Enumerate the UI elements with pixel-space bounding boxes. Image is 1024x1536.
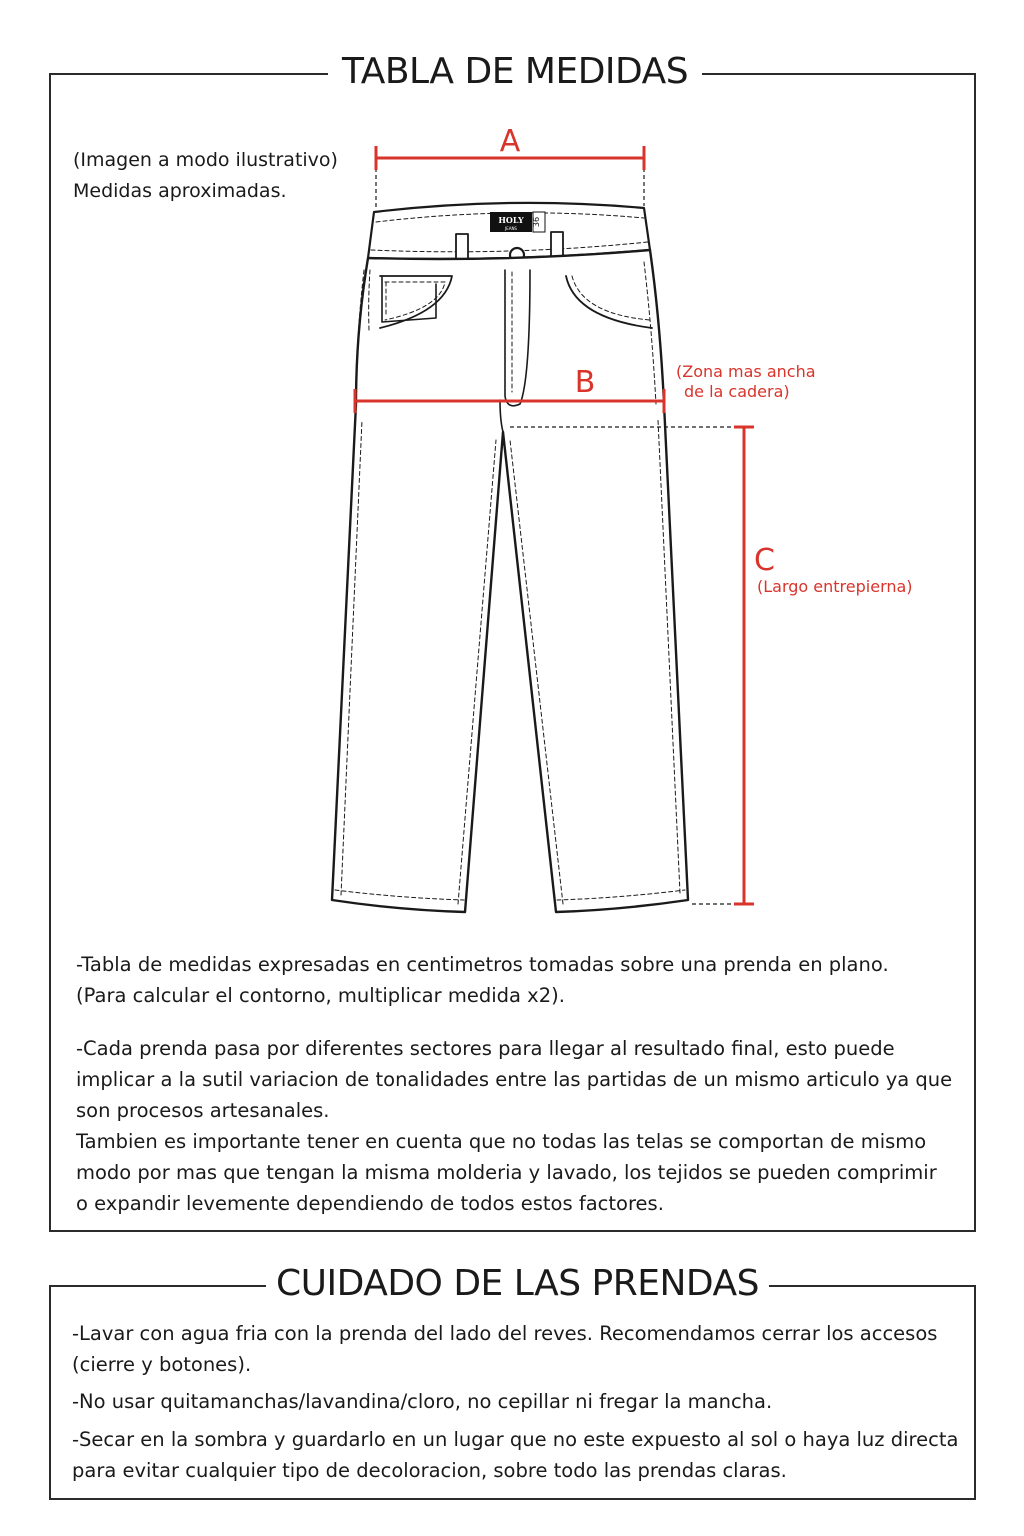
care-instruction: (cierre y botones). — [72, 1353, 252, 1376]
care-instruction: -No usar quitamanchas/lavandina/cloro, no cepillar ni fregar la mancha. — [72, 1390, 773, 1413]
care-instruction: -Lavar con agua fria con la prenda del lado del reves. Recomendamos cerrar los accesos — [72, 1322, 938, 1345]
illustrative-note: (Imagen a modo ilustrativo) — [73, 149, 338, 171]
jeans-outline — [332, 250, 688, 912]
measure-b-note-line-2: de la cadera) — [684, 382, 790, 401]
sizing-paragraph: o expandir levemente dependiendo de todos estos factores. — [76, 1192, 664, 1215]
measure-c-note: (Largo entrepierna) — [757, 577, 913, 596]
sizing-paragraph: son procesos artesanales. — [76, 1099, 330, 1122]
sizing-paragraph: -Tabla de medidas expresadas en centimetros tomadas sobre una prenda en plano. — [76, 953, 889, 976]
brand-label-subtext: JEANS — [505, 226, 517, 231]
sizing-paragraph: (Para calcular el contorno, multiplicar medida x2). — [76, 984, 565, 1007]
size-label-text: 36 — [532, 216, 541, 228]
sizing-paragraph: Tambien es importante tener en cuenta que no todas las telas se comportan de mismo — [76, 1130, 927, 1153]
measure-a-label: A — [499, 124, 521, 159]
sizing-paragraph: implicar a la sutil variacion de tonalidades entre las partidas de un mismo articulo ya que — [76, 1068, 953, 1091]
measure-b-note-line-1: (Zona mas ancha — [676, 362, 816, 381]
measure-b-label: B — [574, 365, 596, 400]
sizing-paragraph: modo por mas que tengan la misma molderia y lavado, los tejidos se pueden comprimir — [76, 1161, 937, 1184]
measure-c-label: C — [754, 543, 775, 578]
sizing-section-title: TABLA DE MEDIDAS — [328, 50, 702, 94]
brand-label-text: HOLY — [498, 215, 524, 225]
care-instruction: para evitar cualquier tipo de decoloracion, sobre todo las prendas claras. — [72, 1459, 787, 1482]
approximate-note: Medidas aproximadas. — [73, 180, 287, 202]
care-instruction: -Secar en la sombra y guardarlo en un lugar que no este expuesto al sol o haya luz directa — [72, 1428, 959, 1451]
sizing-paragraph: -Cada prenda pasa por diferentes sectores para llegar al resultado final, esto puede — [76, 1037, 895, 1060]
care-section-title: CUIDADO DE LAS PRENDAS — [266, 1262, 769, 1306]
